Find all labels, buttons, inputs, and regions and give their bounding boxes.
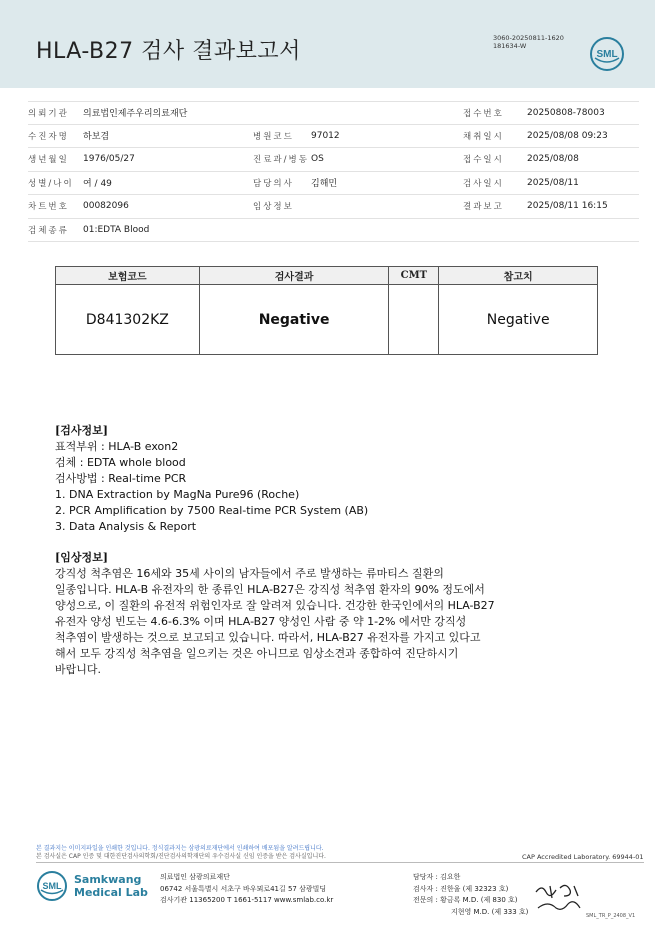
cell-cmt [389,285,439,355]
svg-text:SML: SML [42,881,62,891]
org-name: 의료법인 삼광의료재단 [160,873,230,881]
cell-test-result: Negative [199,285,389,355]
footer-divider [36,862,644,863]
header-cmt: CMT [389,267,439,285]
value-patient-name: 하보겸 [83,132,110,143]
footer-staff [413,872,528,918]
clinical-info-line: 일종입니다. HLA-B 유전자의 한 종류인 HLA-B27은 강직성 척추염 환자의 90% 정도에서 [55,583,485,596]
value-result-report: 2025/08/11 16:15 [527,201,608,212]
label-patient-name: 수진자명 [28,131,69,142]
value-test-time: 2025/08/11 [527,177,579,188]
report-header [0,0,655,88]
label-requesting-institution: 의뢰기관 [28,108,69,119]
value-doctor: 김해민 [311,179,338,190]
label-receipt-number: 접수번호 [463,108,504,119]
value-collection-time: 2025/08/08 09:23 [527,130,608,141]
clinical-info-line: 바랍니다. [55,663,102,676]
header-test-result: 검사결과 [199,267,389,285]
value-receipt-time: 2025/08/08 [527,154,579,165]
value-requesting-institution: 의료법인제주우리의료재단 [83,109,188,120]
label-test-time: 검사일시 [463,178,504,189]
label-receipt-time: 접수일시 [463,155,504,166]
value-department: OS [311,154,324,165]
doc-code-line-2: 181634-W [493,42,527,50]
test-info-line: 2. PCR Amplification by 7500 Real-time PCR System (AB) [55,504,369,517]
value-chart-number: 00082096 [83,201,129,212]
clinical-info-line: 양성으로, 이 질환의 유전적 위험인자로 잘 알려져 있습니다. 건강한 한국인에서의 HLA-B27 [55,599,495,612]
staff-tester: 검사자 : 진한울 (제 32323 호) [413,884,509,893]
label-department: 진료과/병동 [253,155,309,166]
result-table [55,266,598,355]
brand-line-1: Samkwang [74,873,142,886]
brand-name [74,873,148,899]
test-info-line: 표적부위 : HLA-B exon2 [55,440,179,453]
staff-specialist-2: 지현영 M.D. (제 333 호) [451,907,529,916]
value-hospital-code: 97012 [311,130,340,141]
label-specimen-type: 검체종류 [28,225,69,236]
header-insurance-code: 보험코드 [56,267,200,285]
org-address: 06742 서울특별시 서초구 바우뫼로41길 57 삼광빌딩 [160,884,327,893]
label-result-report: 결과보고 [463,202,504,213]
test-info-heading: [검사정보] [55,424,108,437]
clinical-info-line: 척추염이 발생하는 것으로 보고되고 있습니다. 따라서, HLA-B27 유전자를 가지고 있다고 [55,631,481,644]
label-chart-number: 차트번호 [28,202,69,213]
cap-accreditation: CAP Accredited Laboratory. 69944-01 [522,853,644,861]
footer-address [160,872,333,907]
notice-print-image: 본 결과지는 이미지파일을 인쇄한 것입니다. 정식결과지는 삼광의료재단에서 인쇄하여 배포됨을 알려드립니다. [36,845,324,852]
staff-specialist-1: 전문의 : 황금록 M.D. (제 830 호) [413,896,518,904]
sml-logo-icon [589,36,625,72]
cell-insurance-code: D841302KZ [56,285,200,355]
test-info-section [55,423,368,535]
test-info-line: 검사방법 : Real-time PCR [55,472,187,485]
clinical-info-line: 유전자 양성 빈도는 4.6-6.3% 이며 HLA-B27 양성인 사람 중 약 1-2% 에서만 강직성 [55,615,467,628]
clinical-info-section [55,550,495,678]
label-clinical-info: 임상정보 [253,202,294,213]
info-row [28,101,639,125]
svg-text:SML: SML [596,49,618,60]
clinical-info-line: 강직성 척추염은 16세와 35세 사이의 남자들에서 주로 발생하는 류마티스 질환의 [55,567,444,580]
form-code: SML_TR_P_2408_V1 [586,913,636,919]
notice-cap-certification: 본 검사실은 CAP 인증 및 대한진단검사의학회/진단검사의학재단의 우수검사실 신임 인증을 받은 검사실입니다. [36,853,326,860]
signature-image [528,878,588,916]
info-row [28,172,639,196]
clinical-info-line: 해서 모두 강직성 척추염을 일으키는 것은 아니므로 임상소견과 종합하여 진단하시기 [55,647,459,660]
patient-info-table [28,101,639,242]
footer-notice [36,845,326,861]
value-specimen-type: 01:EDTA Blood [83,224,150,235]
label-birth-date: 생년월일 [28,155,69,166]
brand-line-2: Medical Lab [74,886,148,899]
label-collection-time: 채취일시 [463,131,504,142]
label-sex-age: 성별/나이 [28,178,74,189]
sml-footer-logo-icon [36,870,68,902]
value-sex-age: 여 / 49 [83,179,112,190]
info-row [28,219,639,243]
header-reference: 참고치 [439,267,598,285]
value-receipt-number: 20250808-78003 [527,107,605,118]
result-table-header-row [56,267,598,285]
samkwang-logo [36,870,148,902]
info-row [28,195,639,219]
clinical-info-heading: [임상정보] [55,551,108,564]
info-row [28,125,639,149]
staff-manager: 담당자 : 김요한 [413,873,461,881]
test-info-line: 1. DNA Extraction by MagNa Pure96 (Roche) [55,488,300,501]
info-row [28,148,639,172]
value-birth-date: 1976/05/27 [83,154,135,165]
doc-code-line-1: 3060-20250811-1620 [493,34,564,42]
test-info-line: 3. Data Analysis & Report [55,520,197,533]
label-doctor: 담당의사 [253,178,294,189]
cell-reference: Negative [439,285,598,355]
report-title: HLA-B27 검사 결과보고서 [36,39,301,64]
document-code [493,34,564,50]
label-hospital-code: 병원코드 [253,131,294,142]
org-contact: 검사기관 11365200 T 1661-5117 www.smlab.co.kr [160,896,334,904]
test-info-line: 검체 : EDTA whole blood [55,456,186,469]
table-row [56,285,598,355]
